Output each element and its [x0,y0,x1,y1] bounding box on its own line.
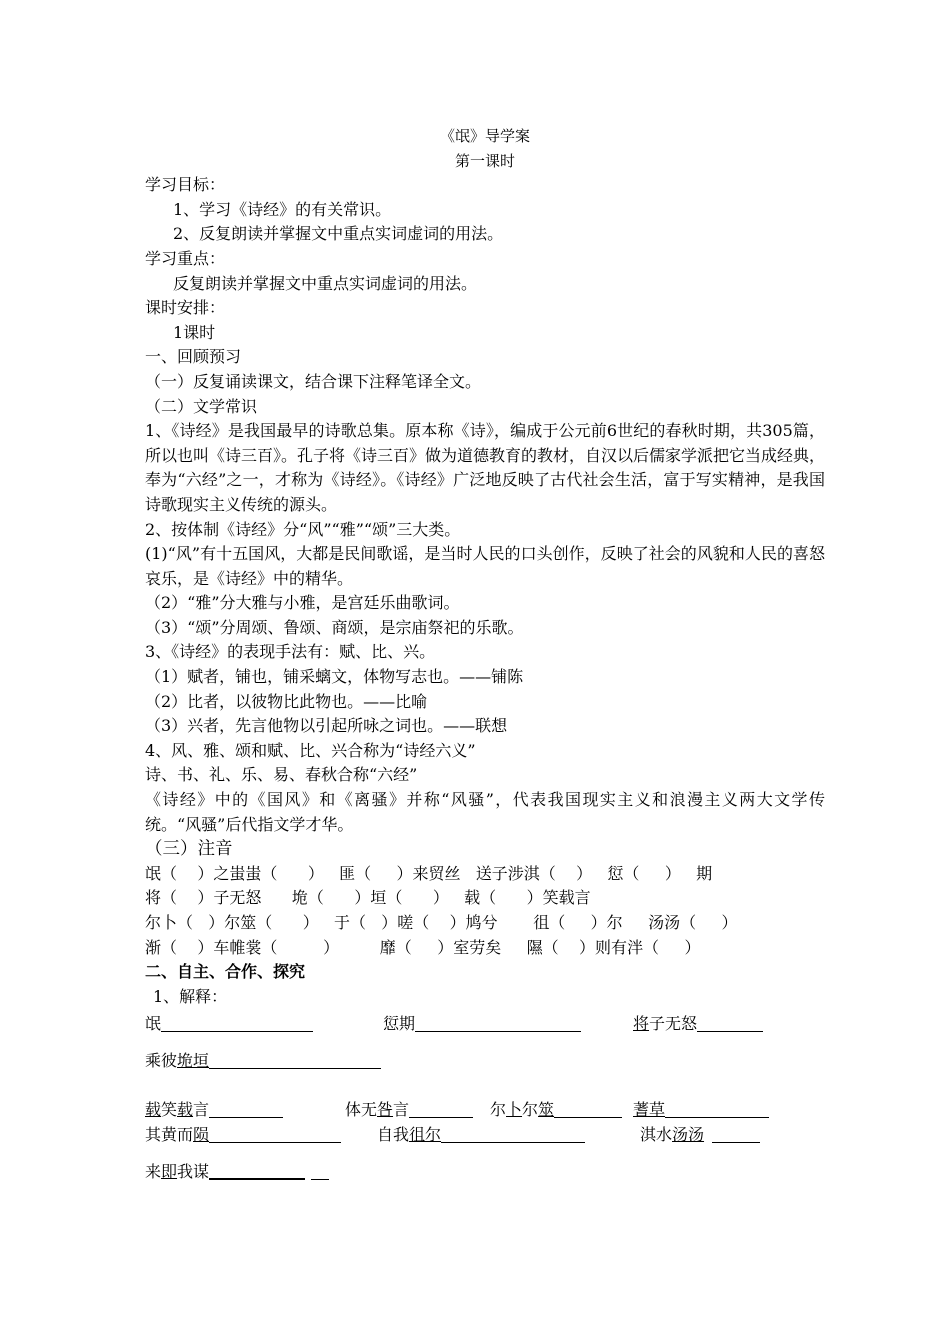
goal-item-1: 1、学习《诗经》的有关常识。 [173,199,392,219]
pinyin-line-1: 氓（ ）之蚩蚩（ ） 匪（ ）来贸丝 送子涉淇（ ） 愆（ ） 期 [145,863,713,883]
review-para-4: 4、风、雅、颂和赋、比、兴合称为“诗经六义” [145,740,476,760]
pinyin-heading: （三）注音 [145,839,233,860]
explore-heading: 二、自主、合作、探究 [145,962,306,982]
review-sub1: （一）反复诵读课文，结合课下注释笔译全文。 [145,371,482,391]
focus-text: 反复朗读并掌握文中重点实词虚词的用法。 [173,273,478,293]
goal-item-2: 2、反复朗读并掌握文中重点实词虚词的用法。 [173,224,504,244]
answer-blank[interactable] [665,1099,769,1118]
explore-sub1: 1、解释： [153,986,228,1006]
answer-blank[interactable] [554,1099,622,1118]
term-shangshang: 汤汤 [672,1125,705,1145]
term-yan: 言 [193,1100,210,1120]
term-er-1: 尔 [490,1100,507,1120]
explain-row-3 [145,1097,825,1122]
term-cu-er: 徂尔 [409,1125,442,1145]
answer-blank[interactable] [311,1161,329,1180]
review-para-3a: （1）赋者，铺也，铺采螭文，体物写志也。——铺陈 [145,667,524,687]
term-zi-wu-nu: 子无怒 [649,1014,698,1034]
review-para-2: 2、按体制《诗经》分“风”“雅”“颂”三大类。 [145,519,461,539]
term-zi-wo: 自我 [377,1125,410,1145]
answer-blank[interactable] [712,1124,760,1143]
goals-label: 学习目标： [145,175,226,195]
review-para-5: 诗、书、礼、乐、易、春秋合称“六经” [145,765,418,785]
doc-title: 《氓》导学案 [439,127,530,145]
term-qianqi: 愆期 [383,1014,416,1034]
schedule-text: 1课时 [173,322,216,342]
answer-blank[interactable] [697,1013,763,1032]
term-mang: 氓 [145,1014,162,1034]
pinyin-line-2: 将（ ）子无怒 垝（ ）垣（ ） 载（ ）笑载言 [145,888,591,908]
term-bu: 卜 [506,1100,523,1120]
term-cheng-bi: 乘彼 [145,1051,178,1071]
term-qi-shui: 淇水 [640,1125,673,1145]
doc-subtitle: 第一课时 [454,151,515,170]
answer-blank[interactable] [209,1160,305,1180]
review-para-2c: （3）“颂”分周颂、鲁颂、商颂，是宗庙祭祀的乐歌。 [145,617,524,637]
answer-blank[interactable] [161,1013,313,1032]
explain-row-1 [145,1011,825,1036]
answer-blank[interactable] [209,1099,283,1118]
pinyin-line-4: 渐（ ）车帷裳（ ） 靡（ ）室劳矣 隰（ ）则有泮（ ） [145,937,701,957]
term-qi-huang-er: 其黄而 [145,1125,194,1145]
review-para-2a: (1)“风”有十五国风，大都是民间歌谣，是当时人民的口头创作，反映了社会的风貌和人民的喜怒哀乐，是《诗经》中的精华。 [145,544,825,588]
term-guiyuan: 垝垣 [177,1051,210,1071]
review-sub2: （二）文学常识 [145,396,258,416]
term-jiu: 咎 [377,1100,394,1120]
review-para-6: 《诗经》中的《国风》和《离骚》并称“风骚”，代表我国现实主义和浪漫主义两大文学传统。“风骚”后代指文学才华。 [145,790,825,834]
schedule-label: 课时安排： [145,298,226,318]
term-zai-1: 载 [145,1100,162,1120]
term-qiang: 将 [633,1014,650,1034]
pinyin-line-3: 尔卜（ ）尔筮（ ） 于（ ）嗟（ ）鸠兮 徂（ ）尔 汤汤（ ） [145,913,738,932]
term-shicao: 蓍草 [633,1100,666,1120]
review-para-1: 1、《诗经》是我国最早的诗歌总集。原本称《诗》，编成于公元前6世纪的春秋时期，共305篇，所以也叫《诗三百》。孔子将《诗三百》做为道德教育的教材，自汉以后儒家学派把它当成经典，奉为“六经”之一，才称为《诗经》。《诗经》广泛地反映了古代社会生活，富于写实精神，是我国诗歌现实主义传统的源头。 [145,421,826,514]
answer-blank[interactable] [209,1050,381,1069]
term-ji: 即 [161,1162,178,1182]
focus-label: 学习重点： [145,248,226,268]
answer-blank[interactable] [409,1099,473,1118]
term-shi: 筮 [538,1100,555,1120]
review-heading: 一、回顾预习 [145,347,242,367]
answer-blank[interactable] [415,1013,581,1032]
explain-row-5 [145,1159,825,1184]
explain-row-4 [145,1122,825,1147]
review-para-3: 3、《诗经》的表现手法有：赋、比、兴。 [145,642,436,662]
review-para-2b: （2）“雅”分大雅与小雅，是宫廷乐曲歌词。 [145,593,460,613]
term-lai: 来 [145,1162,162,1182]
term-yun: 陨 [193,1125,210,1145]
term-wo-mou: 我谋 [177,1162,210,1182]
answer-blank[interactable] [209,1124,341,1143]
answer-blank[interactable] [441,1124,585,1143]
explain-row-2 [145,1048,825,1073]
review-para-3b: （2）比者，以彼物比此物也。——比喻 [145,691,428,711]
term-er-2: 尔 [522,1100,539,1120]
term-yan-2: 言 [393,1100,410,1120]
term-xiao: 笑 [161,1100,178,1120]
term-zai-2: 载 [177,1100,194,1120]
document-page [145,124,825,1184]
review-para-3c: （3）兴者，先言他物以引起所咏之词也。——联想 [145,716,508,736]
term-ti-wu: 体无 [345,1100,378,1120]
